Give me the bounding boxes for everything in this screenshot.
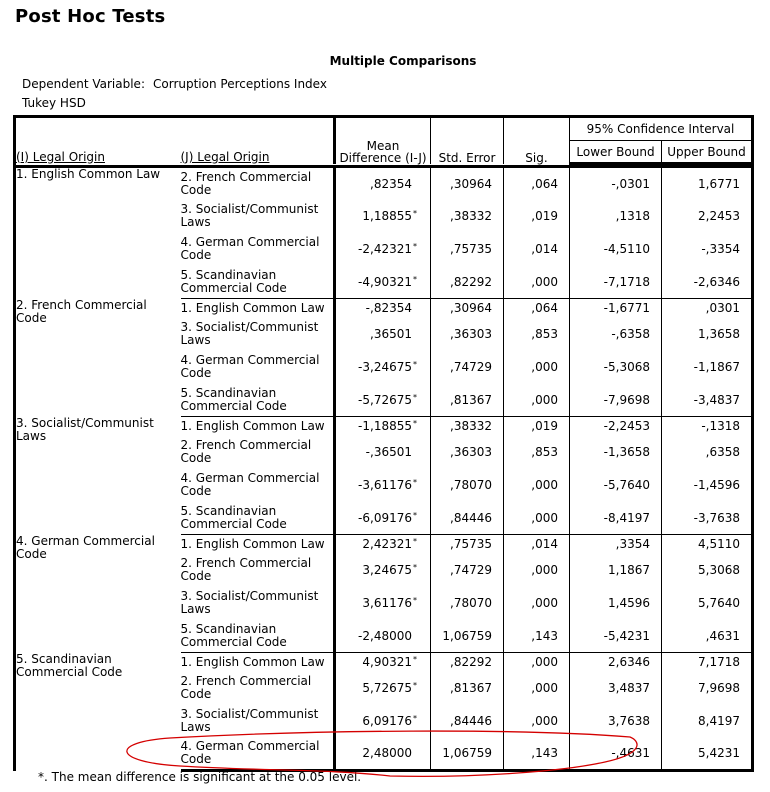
sig-cell: [504, 502, 570, 535]
lower-bound: -2,2453: [603, 419, 650, 434]
upper-bound-cell: [662, 351, 753, 384]
upper-bound: 7,1718: [698, 655, 740, 670]
upper-bound: 1,6771: [698, 176, 740, 191]
mean-difference-cell: [335, 318, 431, 351]
mean-difference: 5,72675: [362, 681, 412, 695]
upper-bound-cell: [662, 200, 753, 233]
lower-bound-cell: [570, 351, 662, 384]
upper-bound-cell: [662, 266, 753, 299]
mean-difference-cell: [335, 233, 431, 266]
std-error: ,36303: [450, 445, 492, 459]
lower-bound-cell: [570, 535, 662, 554]
std-error-cell: [431, 738, 504, 771]
sig-value: ,014: [531, 242, 558, 256]
upper-bound: 1,3658: [698, 327, 740, 341]
sig-cell: [504, 417, 570, 436]
lower-bound: ,1318: [615, 209, 650, 223]
sig-cell: [504, 554, 570, 587]
significance-star: *: [413, 360, 417, 369]
header-i-text: (I) Legal Origin: [16, 149, 105, 164]
sig-value: ,000: [531, 563, 558, 577]
dependent-variable-line: [22, 77, 327, 91]
significance-star: *: [413, 392, 417, 402]
mean-difference-cell: [335, 417, 431, 436]
mean-difference-cell: [335, 620, 431, 653]
sig-value: ,143: [531, 628, 558, 643]
upper-bound: 5,3068: [698, 563, 740, 577]
sig-value: ,000: [531, 478, 558, 492]
mean-difference: 2,48000: [362, 746, 412, 761]
j-legal-origin-cell: [181, 200, 335, 233]
upper-bound: -3,7638: [693, 510, 740, 525]
sig-value: ,143: [531, 746, 558, 761]
mean-difference-cell: [335, 384, 431, 417]
upper-bound-cell: [662, 705, 753, 738]
lower-bound: 3,7638: [608, 714, 650, 728]
lower-bound: -1,3658: [603, 445, 650, 459]
mean-difference-cell: [335, 672, 431, 705]
table-row: [15, 417, 753, 436]
significance-star: *: [413, 478, 417, 487]
sig-cell: [504, 587, 570, 620]
std-error-cell: [431, 417, 504, 436]
j-legal-origin: 3. Socialist/Communist Laws: [180, 707, 319, 734]
sig-value: ,000: [531, 274, 558, 289]
j-legal-origin-cell: [181, 436, 335, 469]
upper-bound: -2,6346: [693, 274, 740, 289]
mean-difference: ,82354: [370, 176, 412, 191]
lower-bound-cell: [570, 672, 662, 705]
mean-difference-cell: [335, 554, 431, 587]
j-legal-origin-cell: [181, 705, 335, 738]
upper-bound-cell: [662, 469, 753, 502]
table-row: [15, 299, 753, 318]
lower-bound-cell: [570, 469, 662, 502]
sig-cell: [504, 351, 570, 384]
mean-difference-cell: [335, 469, 431, 502]
std-error-cell: [431, 620, 504, 653]
std-error: ,38332: [450, 209, 492, 223]
lower-bound: -7,1718: [603, 274, 650, 289]
lower-bound-cell: [570, 436, 662, 469]
lower-bound-cell: [570, 587, 662, 620]
j-legal-origin-cell: [181, 620, 335, 653]
sig-cell: [504, 469, 570, 502]
table-row: [15, 653, 753, 672]
j-legal-origin: 1. English Common Law: [180, 418, 325, 433]
j-legal-origin: 3. Socialist/Communist Laws: [180, 589, 319, 616]
mean-difference-cell: [335, 200, 431, 233]
lower-bound-cell: [570, 200, 662, 233]
mean-difference: -,36501: [365, 445, 412, 459]
j-legal-origin-cell: [181, 672, 335, 705]
header-j-legal-origin: [181, 117, 335, 164]
upper-bound-cell: [662, 738, 753, 771]
lower-bound: -5,7640: [603, 478, 650, 492]
header-upper-bound: Upper Bound: [662, 141, 753, 164]
j-legal-origin: 5. Scandinavian Commercial Code: [180, 621, 287, 649]
lower-bound: -5,3068: [603, 360, 650, 374]
sig-value: ,064: [531, 176, 558, 191]
lower-bound: 1,1867: [608, 563, 650, 577]
upper-bound: -3,4837: [693, 392, 740, 407]
mean-difference-cell: [335, 167, 431, 200]
footnote: *. The mean difference is significant at the 0.05 level.: [38, 770, 362, 784]
sig-value: ,000: [531, 714, 558, 728]
upper-bound: 7,9698: [698, 681, 740, 695]
sig-cell: [504, 167, 570, 200]
std-error: ,81367: [450, 392, 492, 407]
std-error-cell: [431, 233, 504, 266]
lower-bound-cell: [570, 266, 662, 299]
lower-bound: -7,9698: [603, 392, 650, 407]
mean-difference-cell: [335, 738, 431, 771]
sig-cell: [504, 705, 570, 738]
lower-bound: -1,6771: [603, 301, 650, 316]
sig-cell: [504, 738, 570, 771]
std-error: ,78070: [450, 478, 492, 492]
std-error-cell: [431, 672, 504, 705]
mean-difference-cell: [335, 299, 431, 318]
j-legal-origin-cell: [181, 318, 335, 351]
j-legal-origin-cell: [181, 233, 335, 266]
std-error-cell: [431, 299, 504, 318]
std-error: 1,06759: [442, 746, 492, 761]
j-legal-origin-cell: [181, 502, 335, 535]
j-legal-origin-cell: [181, 299, 335, 318]
mean-difference: -1,18855: [358, 419, 412, 434]
lower-bound-cell: [570, 384, 662, 417]
j-legal-origin-cell: [181, 351, 335, 384]
std-error: ,36303: [450, 327, 492, 341]
lower-bound-cell: [570, 233, 662, 266]
lower-bound-cell: [570, 417, 662, 436]
table-row: [15, 535, 753, 554]
lower-bound-cell: [570, 705, 662, 738]
std-error-cell: [431, 587, 504, 620]
i-legal-origin-cell: [15, 653, 181, 771]
j-legal-origin-cell: [181, 469, 335, 502]
i-legal-origin: 4. German Commercial Code: [16, 533, 155, 561]
std-error: ,81367: [450, 681, 492, 695]
lower-bound-cell: [570, 318, 662, 351]
mean-difference: -3,24675: [358, 360, 412, 374]
upper-bound-cell: [662, 299, 753, 318]
upper-bound-cell: [662, 436, 753, 469]
significance-star: *: [413, 274, 417, 284]
mean-difference: -,82354: [365, 301, 412, 316]
lower-bound: 1,4596: [608, 596, 650, 610]
header-j-text: (J) Legal Origin: [180, 149, 270, 164]
sig-value: ,064: [531, 301, 558, 316]
mean-difference: 3,61176: [362, 596, 412, 610]
i-legal-origin-cell: [15, 535, 181, 653]
upper-bound-cell: [662, 620, 753, 653]
header-sig: Sig.: [504, 117, 570, 164]
header-confidence-interval: 95% Confidence Interval: [570, 117, 753, 141]
j-legal-origin: 2. French Commercial Code: [180, 438, 312, 465]
mean-difference: 4,90321: [362, 655, 412, 670]
j-legal-origin: 4. German Commercial Code: [180, 235, 320, 262]
upper-bound-cell: [662, 554, 753, 587]
sig-value: ,019: [531, 419, 558, 434]
i-legal-origin: 1. English Common Law: [16, 167, 161, 181]
sig-value: ,853: [531, 327, 558, 341]
sig-cell: [504, 233, 570, 266]
lower-bound-cell: [570, 502, 662, 535]
j-legal-origin: 3. Socialist/Communist Laws: [180, 202, 319, 229]
j-legal-origin: 1. English Common Law: [180, 654, 325, 669]
std-error-cell: [431, 653, 504, 672]
upper-bound-cell: [662, 502, 753, 535]
std-error: ,82292: [450, 274, 492, 289]
sig-cell: [504, 620, 570, 653]
mean-difference: 1,18855: [362, 209, 412, 223]
j-legal-origin-cell: [181, 266, 335, 299]
significance-star: *: [413, 563, 417, 572]
j-legal-origin-cell: [181, 167, 335, 200]
sig-cell: [504, 318, 570, 351]
significance-star: *: [413, 209, 417, 218]
j-legal-origin: 4. German Commercial Code: [180, 739, 320, 767]
mean-difference: -5,72675: [358, 392, 412, 407]
std-error: ,74729: [450, 563, 492, 577]
upper-bound: ,4631: [705, 628, 740, 643]
significance-star: *: [413, 655, 417, 665]
upper-bound-cell: [662, 417, 753, 436]
j-legal-origin-cell: [181, 384, 335, 417]
lower-bound: 3,4837: [608, 681, 650, 695]
table-title-text: Multiple Comparisons: [329, 54, 477, 68]
i-legal-origin: 5. Scandinavian Commercial Code: [16, 651, 123, 679]
upper-bound-cell: [662, 318, 753, 351]
upper-bound-cell: [662, 167, 753, 200]
lower-bound: ,3354: [615, 537, 650, 552]
header-i-legal-origin: [15, 117, 181, 164]
sig-value: ,000: [531, 681, 558, 695]
j-legal-origin: 2. French Commercial Code: [180, 556, 312, 583]
significance-star: *: [413, 419, 417, 429]
lower-bound: -,4631: [611, 746, 650, 761]
sig-value: ,000: [531, 392, 558, 407]
j-legal-origin-cell: [181, 587, 335, 620]
mean-difference: -4,90321: [358, 274, 412, 289]
lower-bound: -4,5110: [603, 242, 650, 256]
sig-cell: [504, 200, 570, 233]
i-legal-origin: 3. Socialist/Communist Laws: [16, 415, 154, 443]
sig-cell: [504, 672, 570, 705]
upper-bound-cell: [662, 672, 753, 705]
section-title: Post Hoc Tests: [15, 6, 166, 27]
mean-difference: -2,48000: [358, 628, 412, 643]
mean-difference-cell: [335, 436, 431, 469]
j-legal-origin: 1. English Common Law: [180, 536, 325, 551]
j-legal-origin: 5. Scandinavian Commercial Code: [180, 267, 287, 295]
mean-difference: 3,24675: [362, 563, 412, 577]
j-legal-origin: 4. German Commercial Code: [180, 353, 320, 380]
upper-bound-cell: [662, 233, 753, 266]
std-error-cell: [431, 554, 504, 587]
std-error: ,84446: [450, 510, 492, 525]
significance-star: *: [413, 537, 417, 547]
sig-value: ,000: [531, 360, 558, 374]
j-legal-origin-cell: [181, 554, 335, 587]
upper-bound: 4,5110: [698, 537, 740, 552]
lower-bound-cell: [570, 299, 662, 318]
mean-difference-cell: [335, 535, 431, 554]
upper-bound: -1,4596: [693, 478, 740, 492]
mean-difference-cell: [335, 653, 431, 672]
j-legal-origin: 2. French Commercial Code: [180, 169, 312, 197]
upper-bound: -1,1867: [693, 360, 740, 374]
mean-difference: -2,42321: [358, 242, 412, 256]
upper-bound-cell: [662, 587, 753, 620]
std-error-cell: [431, 705, 504, 738]
mean-difference-cell: [335, 351, 431, 384]
lower-bound: -,0301: [611, 176, 650, 191]
upper-bound: ,0301: [705, 301, 740, 316]
sig-cell: [504, 384, 570, 417]
i-legal-origin-cell: [15, 167, 181, 299]
significance-star: *: [413, 714, 417, 723]
sig-cell: [504, 299, 570, 318]
header-mean-difference: Mean Difference (I-J): [335, 117, 431, 164]
lower-bound-cell: [570, 653, 662, 672]
j-legal-origin-cell: [181, 417, 335, 436]
lower-bound-cell: [570, 738, 662, 771]
lower-bound: -5,4231: [603, 628, 650, 643]
sig-value: ,019: [531, 209, 558, 223]
significance-star: *: [413, 510, 417, 520]
std-error-cell: [431, 384, 504, 417]
std-error-cell: [431, 351, 504, 384]
upper-bound: -,1318: [701, 419, 740, 434]
sig-value: ,014: [531, 537, 558, 552]
std-error: ,84446: [450, 714, 492, 728]
j-legal-origin: 3. Socialist/Communist Laws: [180, 320, 319, 347]
i-legal-origin-cell: [15, 417, 181, 535]
j-legal-origin-cell: [181, 738, 335, 771]
sig-value: ,000: [531, 510, 558, 525]
std-error: ,78070: [450, 596, 492, 610]
mean-difference: -3,61176: [358, 478, 412, 492]
upper-bound: 5,7640: [698, 596, 740, 610]
std-error-cell: [431, 318, 504, 351]
lower-bound-cell: [570, 167, 662, 200]
std-error: ,38332: [450, 419, 492, 434]
lower-bound: -8,4197: [603, 510, 650, 525]
sig-value: ,000: [531, 655, 558, 670]
j-legal-origin-cell: [181, 653, 335, 672]
j-legal-origin: 5. Scandinavian Commercial Code: [180, 385, 287, 413]
multiple-comparisons-table: [13, 115, 754, 772]
lower-bound-cell: [570, 620, 662, 653]
upper-bound: 5,4231: [698, 746, 740, 761]
upper-bound-cell: [662, 384, 753, 417]
upper-bound: 2,2453: [698, 209, 740, 223]
mean-difference: ,36501: [370, 327, 412, 341]
sig-cell: [504, 535, 570, 554]
std-error: ,75735: [450, 242, 492, 256]
method-label: Tukey HSD: [22, 96, 86, 110]
std-error-cell: [431, 535, 504, 554]
dependent-variable-label: Dependent Variable:: [22, 77, 145, 91]
std-error-cell: [431, 502, 504, 535]
significance-star: *: [413, 242, 417, 251]
std-error: ,74729: [450, 360, 492, 374]
sig-value: ,000: [531, 596, 558, 610]
std-error: 1,06759: [442, 628, 492, 643]
j-legal-origin-cell: [181, 535, 335, 554]
table-title: [0, 54, 770, 68]
comparisons-body: [15, 167, 753, 771]
header-std-error: Std. Error: [431, 117, 504, 164]
mean-difference-cell: [335, 266, 431, 299]
upper-bound-cell: [662, 653, 753, 672]
j-legal-origin: 1. English Common Law: [180, 300, 325, 315]
lower-bound: 2,6346: [608, 655, 650, 670]
significance-star: *: [413, 681, 417, 690]
mean-difference-cell: [335, 502, 431, 535]
i-legal-origin-cell: [15, 299, 181, 417]
sig-value: ,853: [531, 445, 558, 459]
std-error: ,30964: [450, 301, 492, 316]
std-error-cell: [431, 167, 504, 200]
lower-bound-cell: [570, 554, 662, 587]
std-error-cell: [431, 266, 504, 299]
std-error: ,30964: [450, 176, 492, 191]
i-legal-origin: 2. French Commercial Code: [16, 297, 147, 325]
std-error-cell: [431, 436, 504, 469]
dependent-variable-value: Corruption Perceptions Index: [153, 77, 327, 91]
upper-bound: ,6358: [705, 445, 740, 459]
significance-star: *: [413, 596, 417, 605]
std-error-cell: [431, 469, 504, 502]
j-legal-origin: 4. German Commercial Code: [180, 471, 320, 498]
sig-cell: [504, 436, 570, 469]
mean-difference-cell: [335, 587, 431, 620]
upper-bound: -,3354: [701, 242, 740, 256]
upper-bound: 8,4197: [698, 714, 740, 728]
upper-bound-cell: [662, 535, 753, 554]
mean-difference: -6,09176: [358, 510, 412, 525]
header-lower-bound: Lower Bound: [570, 141, 662, 164]
sig-cell: [504, 653, 570, 672]
mean-difference: 6,09176: [362, 714, 412, 728]
std-error-cell: [431, 200, 504, 233]
std-error: ,75735: [450, 537, 492, 552]
sig-cell: [504, 266, 570, 299]
mean-difference-cell: [335, 705, 431, 738]
table-row: [15, 167, 753, 200]
std-error: ,82292: [450, 655, 492, 670]
mean-difference: 2,42321: [362, 537, 412, 552]
j-legal-origin: 5. Scandinavian Commercial Code: [180, 503, 287, 531]
lower-bound: -,6358: [611, 327, 650, 341]
j-legal-origin: 2. French Commercial Code: [180, 674, 312, 701]
